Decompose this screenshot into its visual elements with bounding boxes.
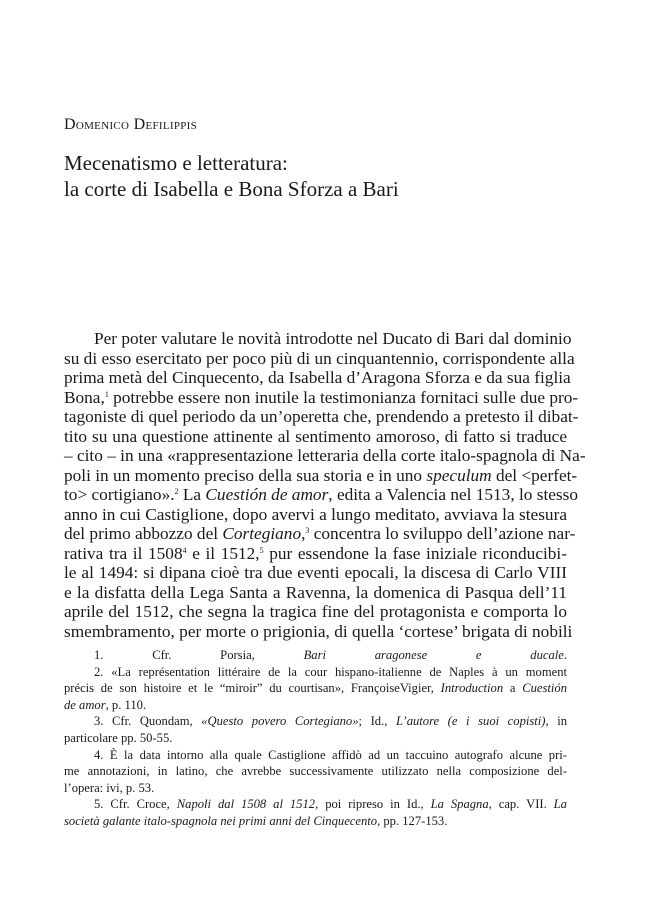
text-run: – cito – in una «rappresentazione letteraria della corte italo-spagnola di Na- xyxy=(64,446,586,465)
footnote-2-line: 2. «La représentation littéraire de la cour hispano-italienne de Naples à un moment xyxy=(94,664,567,679)
footnote-3-line: particolare pp. 50-55. xyxy=(64,730,173,745)
text-run: pur essendone la fase iniziale riconducibi- xyxy=(263,543,567,563)
footnote-5-line: società galante italo-spagnola nei primi anni del Cinquecento, pp. 127-153. xyxy=(64,813,448,828)
text-run: aprile del 1512, che segna la tragica fine del protagonista e comporta lo xyxy=(64,602,567,621)
footnote-4-line: l’opera: ivi, p. 53. xyxy=(64,780,155,795)
text-run: concentra lo sviluppo dell’azione nar- xyxy=(309,524,576,543)
footnote-ref: 3 xyxy=(305,526,310,535)
body-text xyxy=(64,329,586,641)
text-run: tagoniste di quel periodo da un’operetta che, prendendo a pretesto il dibat- xyxy=(64,407,579,426)
title-line-2: la corte di Isabella e Bona Sforza a Bari xyxy=(64,177,399,201)
body-line xyxy=(64,583,567,603)
body-line xyxy=(64,387,579,408)
body-line xyxy=(64,524,576,544)
footnote-1: 1. Cfr. Porsia, Bari aragonese e ducale. xyxy=(94,648,567,662)
text-run: to> cortigiano». xyxy=(64,485,175,504)
footnote-2-line: de amor, p. 110. xyxy=(64,697,147,712)
body-line xyxy=(64,348,575,369)
footnote-ref: 1 xyxy=(104,389,109,399)
text-run: potrebbe essere non inutile la testimonianza fornitaci sulle due pro- xyxy=(108,387,579,407)
body-line xyxy=(64,446,586,466)
italic-term: Cuestión de amor xyxy=(205,485,329,504)
italic-term: speculum xyxy=(426,465,492,485)
title-line-1: Mecenatismo e letteratura: xyxy=(64,151,288,175)
text-run: e il 1512, xyxy=(186,543,260,563)
footnotes xyxy=(64,647,567,830)
chapter-title xyxy=(64,150,399,202)
footnote-4-line: 4. È la data intorno alla quale Castiglione affidò ad un taccuino autografo alcune pri- xyxy=(94,747,567,762)
footnote-2-line: précis de son histoire et le “miroir” du courtisan», FrançoiseVigier, Introduction a Cuestión xyxy=(64,681,567,696)
text-run: , xyxy=(301,524,306,543)
text-run: La xyxy=(178,485,206,504)
body-line xyxy=(64,544,567,564)
body-line xyxy=(64,427,567,447)
text-run: rativa tra il 1508 xyxy=(64,543,183,563)
text-run: Bona, xyxy=(64,387,105,407)
text-run: anno in cui Castiglione, dopo avervi a lungo meditato, avviava la stesura xyxy=(64,504,567,524)
text-run: le al 1494: si dipana cioè tra due eventi epocali, la discesa di Carlo VIII xyxy=(64,563,567,582)
text-run: , edita a Valencia nel 1513, lo stesso xyxy=(328,485,579,504)
text-run: del primo abbozzo del xyxy=(64,524,223,543)
text-run: Per poter valutare le novità introdotte nel Ducato di Bari dal dominio xyxy=(94,329,572,348)
footnote-5-line: 5. Cfr. Croce, Napoli dal 1508 al 1512, poi ripreso in Id., La Spagna, cap. VII. La xyxy=(94,797,567,812)
footnote-ref: 2 xyxy=(174,487,179,496)
body-line xyxy=(64,485,579,505)
text-run: prima metà del Cinquecento, da Isabella d’Aragona Sforza e da sua figlia xyxy=(64,368,571,387)
author-name: Domenico Defilippis xyxy=(64,116,198,133)
text-run: del <perfet- xyxy=(491,465,578,485)
italic-term: Cortegiano xyxy=(222,524,302,543)
body-line xyxy=(64,407,579,427)
text-run: tito su una questione attinente al sentimento amoroso, di fatto si traduce xyxy=(64,426,567,446)
text-run: e la disfatta della Lega Santa a Ravenna, la domenica di Pasqua dell’11 xyxy=(64,582,567,602)
body-line xyxy=(64,505,567,525)
footnote-4-line: me annotazioni, in latino, che avrebbe successivamente utilizzato nella composizione del- xyxy=(64,764,567,779)
footnote-3-line: 3. Cfr. Quondam, «Questo povero Cortegiano»; Id., L’autore (e i suoi copisti), in xyxy=(94,714,567,729)
body-line xyxy=(64,329,572,349)
body-line xyxy=(64,465,578,486)
text-run: smembramento, per morte o prigionia, di quella ‘cortese’ brigata di nobili xyxy=(64,621,573,641)
body-line xyxy=(64,602,567,622)
body-line xyxy=(64,563,567,583)
body-line xyxy=(64,368,571,388)
text-run: su di esso esercitato per poco più di un cinquantennio, corrispondente alla xyxy=(64,348,575,368)
text-run: poli in un momento preciso della sua storia e in uno xyxy=(64,465,427,485)
body-line xyxy=(64,621,573,642)
footnote-ref: 5 xyxy=(259,545,264,555)
footnote-ref: 4 xyxy=(182,545,187,555)
